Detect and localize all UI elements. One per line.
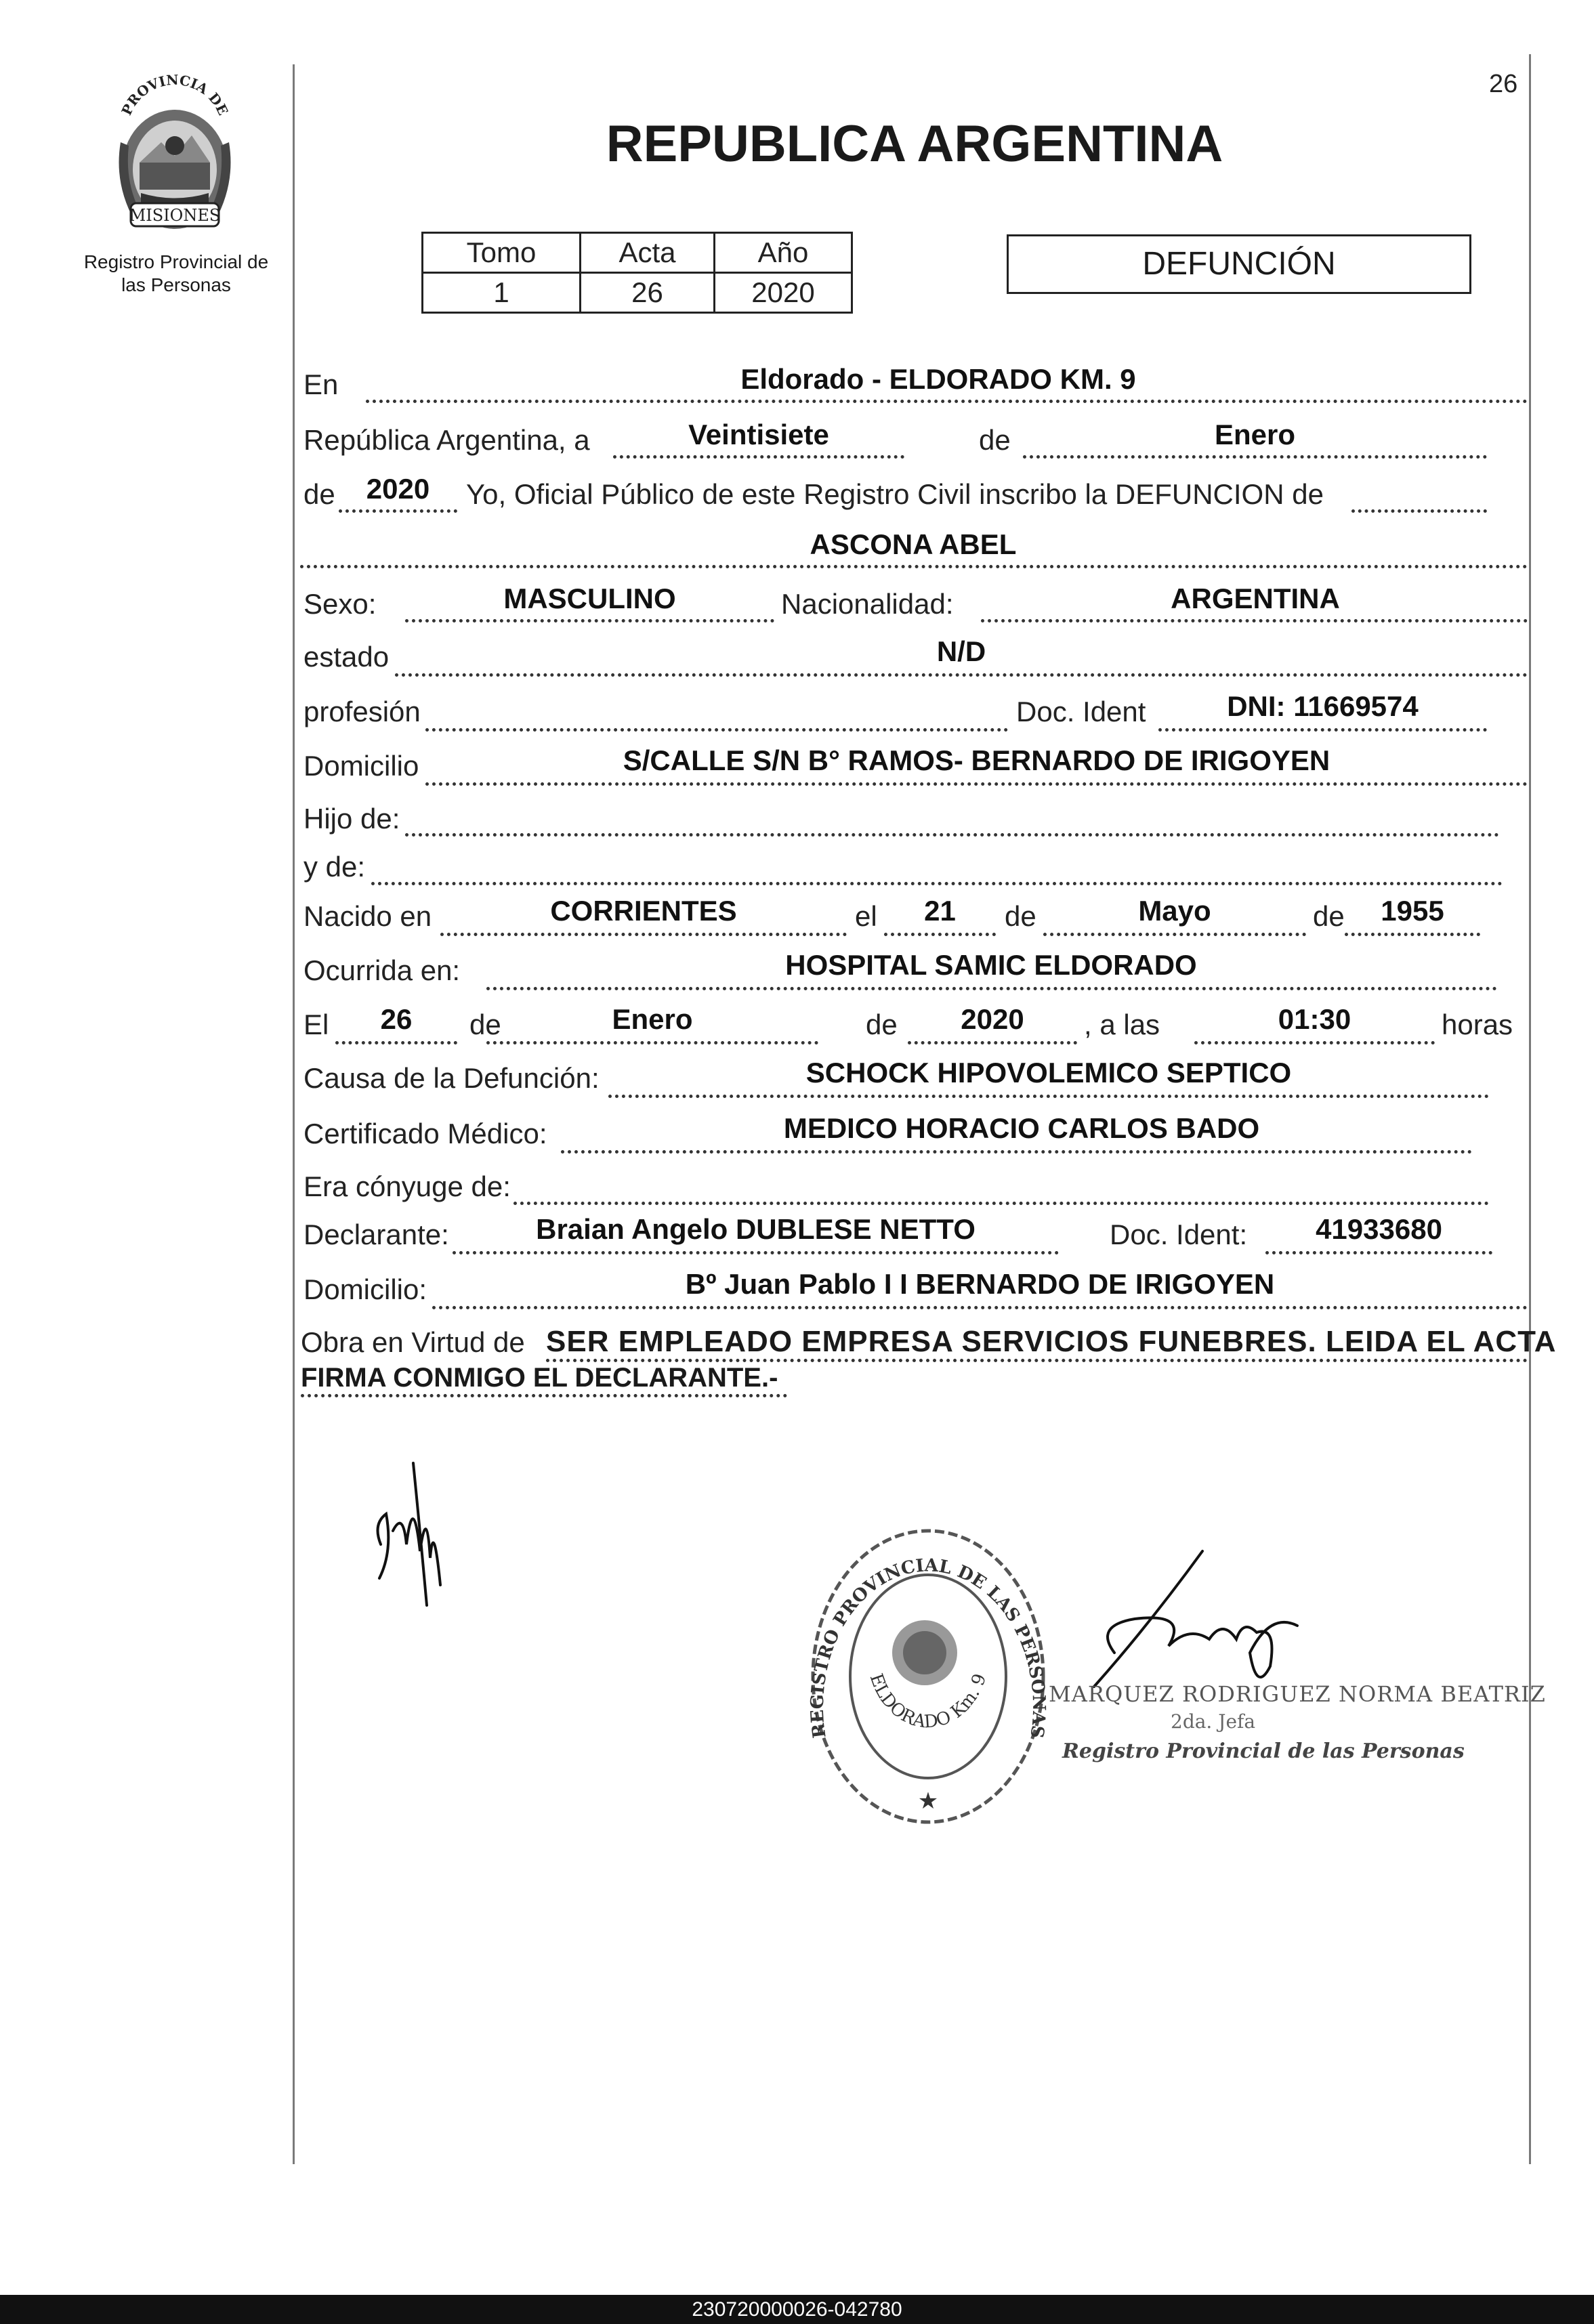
horas-label: horas: [1442, 1009, 1513, 1040]
conyuge-line: [513, 1202, 1489, 1205]
domicilio2-value: Bº Juan Pablo I I BERNARDO DE IRIGOYEN: [685, 1268, 1275, 1300]
month-value: Enero: [1214, 419, 1296, 450]
logo-bottom-text: MISIONES: [129, 206, 221, 225]
sexo-label: Sexo:: [303, 588, 377, 620]
estado-label: estado: [303, 641, 390, 673]
stamp-inner-text: ELDORADO Km. 9: [865, 1671, 991, 1733]
declarante-doc-line: [1265, 1251, 1492, 1254]
death-year-line: [908, 1041, 1077, 1044]
death-time-line: [1194, 1041, 1435, 1044]
declarante-doc-label: Doc. Ident:: [1110, 1219, 1248, 1250]
inscribo-text: Yo, Oficial Público de este Registro Civil inscribo la DEFUNCION de: [466, 478, 1324, 510]
svg-text:★: ★: [917, 1788, 939, 1814]
day-line: [613, 455, 904, 459]
birth-year-line: [1345, 933, 1480, 936]
estado-line: [395, 673, 1528, 677]
nacionalidad-value: ARGENTINA: [1171, 583, 1340, 614]
right-margin-line: [1529, 54, 1531, 2164]
declarante-line: [453, 1251, 1059, 1254]
misiones-logo: [100, 68, 249, 237]
birth-month-line: [1043, 933, 1306, 936]
en-value: Eldorado - ELDORADO KM. 9: [740, 363, 1136, 395]
name-line: [300, 565, 1528, 568]
death-day: 26: [380, 1003, 413, 1035]
de-label-2: de: [303, 478, 335, 510]
doc-ident-line: [1158, 728, 1487, 732]
profesion-line: [425, 728, 1008, 732]
nacido-line: [440, 933, 847, 936]
record-type-box: DEFUNCIÓN: [1007, 234, 1471, 294]
el-label: el: [855, 900, 877, 932]
declarante-label: Declarante:: [303, 1219, 449, 1250]
en-label: En: [303, 368, 339, 400]
year-line: [339, 509, 457, 513]
death-day-line: [335, 1041, 457, 1044]
org-line-1: Registro Provincial de: [83, 251, 269, 272]
alas-label: , a las: [1084, 1009, 1160, 1040]
ano-header: Año: [715, 233, 852, 273]
stamp-outer-text: REGISTRO PROVINCIAL DE LAS PERSONAS: [807, 1555, 1049, 1740]
certificado-value: MEDICO HORACIO CARLOS BADO: [783, 1112, 1260, 1144]
obra-value-1: SER EMPLEADO EMPRESA SERVICIOS FUNEBRES. LEIDA EL ACTA: [546, 1325, 1557, 1358]
certificado-label: Certificado Médico:: [303, 1118, 547, 1149]
birth-year: 1955: [1381, 895, 1444, 927]
tomo-value: 1: [423, 273, 581, 313]
causa-value: SCHOCK HIPOVOLEMICO SEPTICO: [805, 1057, 1292, 1089]
yde-label: y de:: [303, 851, 366, 883]
tomo-header: Tomo: [423, 233, 581, 273]
page-number: 26: [1489, 70, 1518, 98]
official-signature: [1053, 1544, 1358, 1700]
inscribo-line: [1351, 509, 1487, 513]
nacido-value: CORRIENTES: [550, 895, 737, 927]
death-time: 01:30: [1278, 1003, 1351, 1035]
death-month: Enero: [612, 1003, 693, 1035]
deceased-name: ASCONA ABEL: [810, 528, 1017, 560]
day-value: Veintisiete: [688, 419, 829, 450]
domicilio-value: S/CALLE S/N B° RAMOS- BERNARDO DE IRIGOYEN: [623, 744, 1330, 776]
official-org: Registro Provincial de las Personas: [1062, 1739, 1465, 1763]
ocurrida-line: [486, 987, 1497, 990]
declarante-value: Braian Angelo DUBLESE NETTO: [536, 1213, 976, 1245]
de-label-5: de: [469, 1009, 501, 1040]
declarante-doc-value: 41933680: [1316, 1213, 1442, 1245]
document-code: 230720000026-042780: [0, 2295, 1594, 2324]
official-name: MARQUEZ RODRIGUEZ NORMA BEATRIZ: [1049, 1681, 1546, 1707]
ano-value: 2020: [715, 273, 852, 313]
causa-label: Causa de la Defunción:: [303, 1062, 600, 1094]
org-name: [61, 251, 291, 297]
official-role: 2da. Jefa: [1171, 1710, 1256, 1733]
domicilio2-line: [432, 1306, 1528, 1309]
acta-header: Acta: [581, 233, 715, 273]
hijo-label: Hijo de:: [303, 803, 400, 834]
death-year: 2020: [961, 1003, 1024, 1035]
yde-line: [371, 882, 1503, 885]
acta-value: 26: [581, 273, 715, 313]
de-label: de: [979, 424, 1011, 456]
obra-label: Obra en Virtud de: [301, 1326, 525, 1358]
page-title: REPUBLICA ARGENTINA: [606, 115, 1223, 173]
org-line-2: las Personas: [121, 274, 231, 295]
declarant-signature: [366, 1450, 467, 1619]
de-label-6: de: [866, 1009, 898, 1040]
death-month-line: [486, 1041, 818, 1044]
domicilio-line: [425, 782, 1528, 786]
doc-ident-label: Doc. Ident: [1016, 696, 1146, 727]
birth-month: Mayo: [1138, 895, 1211, 927]
obra-line-2: [301, 1394, 787, 1397]
domicilio2-label: Domicilio:: [303, 1273, 427, 1305]
el-label-2: El: [303, 1009, 329, 1040]
republica-label: República Argentina, a: [303, 424, 590, 456]
nacionalidad-label: Nacionalidad:: [781, 588, 954, 620]
causa-line: [608, 1095, 1489, 1098]
nacido-label: Nacido en: [303, 900, 432, 932]
birth-day: 21: [924, 895, 956, 927]
obra-value-2: FIRMA CONMIGO EL DECLARANTE.-: [301, 1363, 778, 1393]
year-value: 2020: [366, 473, 430, 505]
de-label-4: de: [1313, 900, 1345, 932]
ocurrida-label: Ocurrida en:: [303, 954, 461, 986]
registry-table: [421, 232, 853, 314]
logo-top-text: PROVINCIA DE: [118, 71, 232, 118]
en-line: [366, 400, 1528, 403]
month-line: [1023, 455, 1487, 459]
ocurrida-value: HOSPITAL SAMIC ELDORADO: [785, 949, 1197, 981]
nacionalidad-line: [981, 619, 1528, 622]
domicilio-label: Domicilio: [303, 750, 419, 782]
de-label-3: de: [1005, 900, 1036, 932]
hijo-line: [405, 833, 1499, 837]
doc-ident-value: DNI: 11669574: [1227, 690, 1419, 722]
estado-value: N/D: [936, 635, 986, 667]
birth-day-line: [884, 933, 996, 936]
official-stamp: [803, 1517, 1053, 1829]
certificado-line: [561, 1150, 1472, 1154]
left-margin-line: [293, 64, 295, 2164]
sexo-line: [405, 619, 774, 622]
sexo-value: MASCULINO: [503, 583, 676, 614]
profesion-label: profesión: [303, 696, 421, 727]
conyuge-label: Era cónyuge de:: [303, 1170, 511, 1202]
